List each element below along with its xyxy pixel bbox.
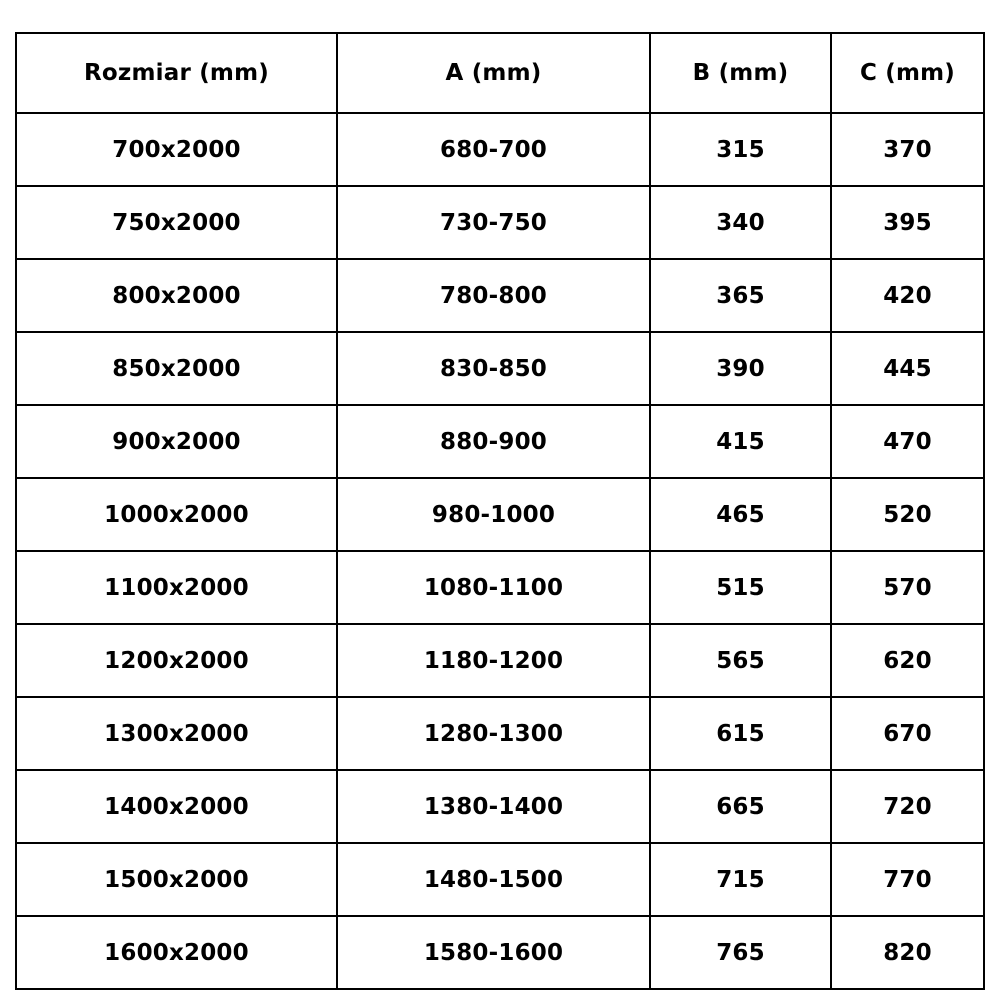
table-header-row [16, 33, 984, 113]
column-header-b: B (mm) [650, 33, 831, 113]
cell-c: 570 [831, 551, 984, 624]
cell-size: 800x2000 [16, 259, 337, 332]
cell-size: 750x2000 [16, 186, 337, 259]
cell-size: 1100x2000 [16, 551, 337, 624]
size-specification-table [15, 32, 985, 990]
cell-b: 615 [650, 697, 831, 770]
cell-b: 715 [650, 843, 831, 916]
cell-c: 670 [831, 697, 984, 770]
cell-b: 565 [650, 624, 831, 697]
cell-b: 515 [650, 551, 831, 624]
cell-size: 1000x2000 [16, 478, 337, 551]
cell-b: 365 [650, 259, 831, 332]
cell-b: 765 [650, 916, 831, 989]
cell-c: 470 [831, 405, 984, 478]
cell-size: 700x2000 [16, 113, 337, 186]
cell-c: 420 [831, 259, 984, 332]
cell-a: 830-850 [337, 332, 650, 405]
cell-c: 820 [831, 916, 984, 989]
cell-b: 315 [650, 113, 831, 186]
cell-c: 770 [831, 843, 984, 916]
table-row [16, 916, 984, 989]
cell-size: 900x2000 [16, 405, 337, 478]
column-header-a: A (mm) [337, 33, 650, 113]
table-row [16, 113, 984, 186]
cell-a: 1180-1200 [337, 624, 650, 697]
cell-a: 1480-1500 [337, 843, 650, 916]
cell-c: 370 [831, 113, 984, 186]
table-row [16, 697, 984, 770]
cell-a: 880-900 [337, 405, 650, 478]
cell-b: 340 [650, 186, 831, 259]
column-header-rozmiar: Rozmiar (mm) [16, 33, 337, 113]
table-row [16, 624, 984, 697]
table-row [16, 186, 984, 259]
cell-a: 780-800 [337, 259, 650, 332]
table-header [16, 33, 984, 113]
cell-size: 850x2000 [16, 332, 337, 405]
cell-size: 1400x2000 [16, 770, 337, 843]
cell-a: 1280-1300 [337, 697, 650, 770]
cell-size: 1300x2000 [16, 697, 337, 770]
cell-c: 720 [831, 770, 984, 843]
table-row [16, 332, 984, 405]
table-row [16, 843, 984, 916]
cell-size: 1500x2000 [16, 843, 337, 916]
cell-a: 1580-1600 [337, 916, 650, 989]
cell-b: 665 [650, 770, 831, 843]
cell-b: 465 [650, 478, 831, 551]
cell-c: 395 [831, 186, 984, 259]
table-row [16, 551, 984, 624]
cell-a: 1080-1100 [337, 551, 650, 624]
cell-b: 415 [650, 405, 831, 478]
cell-a: 980-1000 [337, 478, 650, 551]
table-row [16, 405, 984, 478]
table-row [16, 478, 984, 551]
cell-b: 390 [650, 332, 831, 405]
cell-size: 1200x2000 [16, 624, 337, 697]
column-header-c: C (mm) [831, 33, 984, 113]
cell-a: 680-700 [337, 113, 650, 186]
cell-a: 730-750 [337, 186, 650, 259]
table-row [16, 770, 984, 843]
cell-c: 520 [831, 478, 984, 551]
cell-c: 445 [831, 332, 984, 405]
cell-c: 620 [831, 624, 984, 697]
table-row [16, 259, 984, 332]
table-body [16, 113, 984, 989]
cell-a: 1380-1400 [337, 770, 650, 843]
cell-size: 1600x2000 [16, 916, 337, 989]
